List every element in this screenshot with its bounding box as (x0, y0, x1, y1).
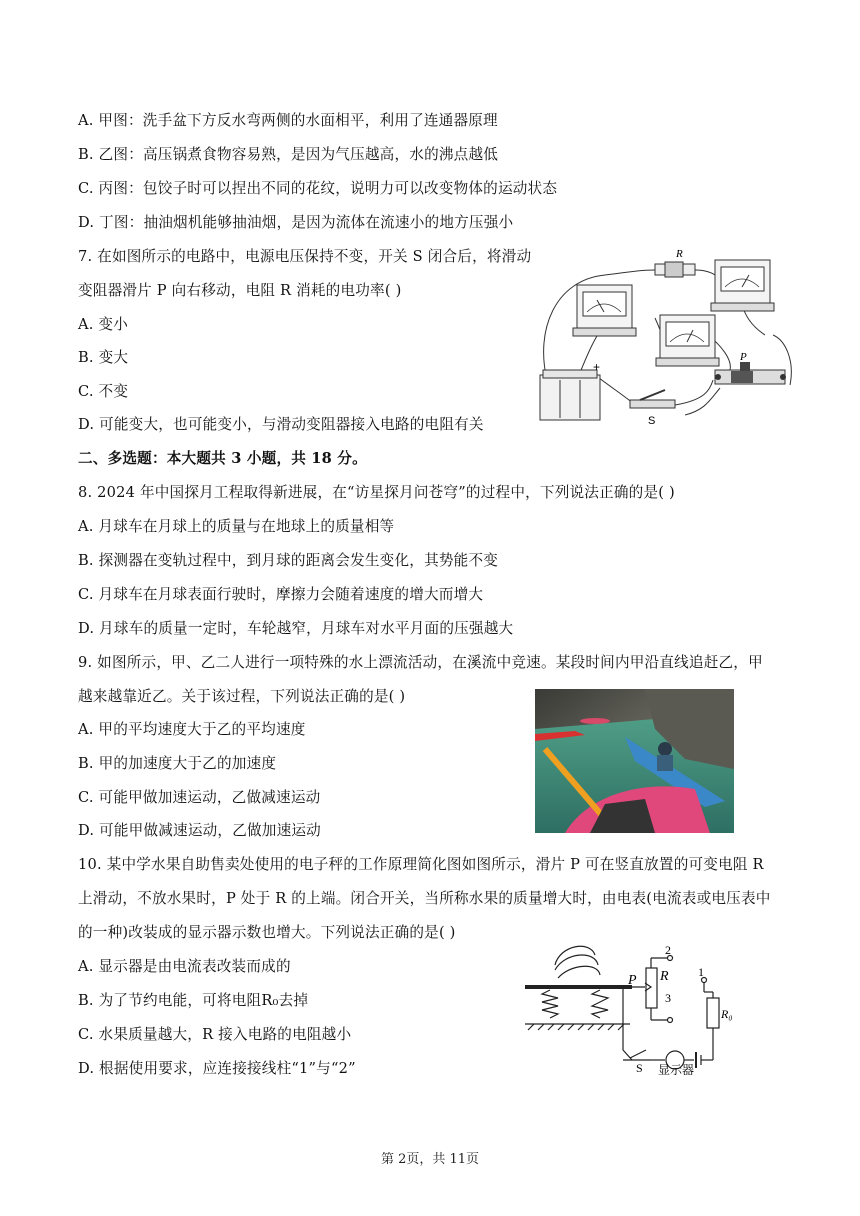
q9-stem-line1: 9. 如图所示，甲、乙二人进行一项特殊的水上漂流活动，在溪流中竞速。某段时间内甲沿直线追赶乙，甲 (78, 654, 763, 671)
label-p: P (740, 351, 747, 363)
q8-option-a: A. 月球车在月球上的质量与在地球上的质量相等 (78, 518, 395, 535)
q10-option-a: A. 显示器是由电流表改装而成的 (78, 958, 291, 975)
q6-option-d: D. 丁图：抽油烟机能够抽油烟，是因为流体在流速小的地方压强小 (78, 214, 514, 231)
switch-icon (630, 390, 675, 408)
q7-circuit-figure (535, 240, 805, 430)
label-s: S (648, 415, 656, 427)
q10-stem-line3: 的一种)改装成的显示器示数也增大。下列说法正确的是( ) (78, 924, 456, 941)
q9-option-a: A. 甲的平均速度大于乙的平均速度 (78, 721, 306, 738)
q10-option-c: C. 水果质量越大，R 接入电路的电阻越小 (78, 1026, 352, 1043)
section-2-heading: 二、多选题：本大题共 3 小题，共 18 分。 (78, 450, 367, 467)
q7-stem-line1: 7. 在如图所示的电路中，电源电压保持不变，开关 S 闭合后，将滑动 (78, 248, 532, 265)
display-label: 显示器 (658, 1063, 695, 1075)
meter-left-icon (573, 285, 636, 336)
label-r: R (660, 969, 669, 984)
meter-top-right-icon (711, 260, 774, 311)
terminal-1-label: 1 (698, 965, 704, 979)
q10-stem-line1: 10. 某中学水果自助售卖处使用的电子秤的工作原理简化图如图所示，滑片 P 可在竖直放置的可变电阻 R (78, 856, 764, 873)
q10-stem-line2: 上滑动，不放水果时，P 处于 R 的上端。闭合开关，当所称水果的质量增大时，由电表(电流表或电压表中 (78, 890, 771, 907)
q7-option-c: C. 不变 (78, 383, 129, 400)
rheostat-icon (715, 362, 786, 384)
label-p: P (628, 973, 637, 988)
label-r0: R₀ (721, 1007, 733, 1021)
battery-icon (540, 370, 600, 420)
q7-option-a: A. 变小 (78, 316, 129, 333)
q7-stem-line2: 变阻器滑片 P 向右移动，电阻 R 消耗的电功率( ) (78, 282, 402, 299)
q10-option-d: D. 根据使用要求，应连接接线柱“1”与“2” (78, 1060, 356, 1077)
resistor-r-icon (655, 262, 695, 277)
label-plus: + (593, 360, 601, 374)
q9-option-d: D. 可能甲做减速运动，乙做加速运动 (78, 822, 321, 839)
q7-option-b: B. 变大 (78, 349, 129, 366)
q6-option-b: B. 乙图：高压锅煮食物容易熟，是因为气压越高，水的沸点越低 (78, 146, 499, 163)
page-footer: 第 2页，共 11页 (380, 1152, 480, 1167)
q9-kayak-photo (535, 689, 734, 833)
q9-option-b: B. 甲的加速度大于乙的加速度 (78, 755, 277, 772)
q8-stem: 8. 2024 年中国探月工程取得新进展，在“访星探月问苍穹”的过程中，下列说法正确的是( ) (78, 484, 675, 501)
q10-option-b: B. 为了节约电能，可将电阻R₀去掉 (78, 992, 309, 1009)
q9-option-c: C. 可能甲做加速运动，乙做减速运动 (78, 789, 321, 806)
q9-stem-line2: 越来越靠近乙。关于该过程，下列说法正确的是( ) (78, 688, 406, 705)
q6-option-a: A. 甲图：洗手盆下方反水弯两侧的水面相平，利用了连通器原理 (78, 112, 498, 129)
label-s: S (636, 1061, 643, 1075)
q6-option-c: C. 丙图：包饺子时可以捏出不同的花纹，说明力可以改变物体的运动状态 (78, 180, 558, 197)
q8-option-d: D. 月球车的质量一定时，车轮越窄，月球车对水平月面的压强越大 (78, 620, 514, 637)
terminal-2-label: 2 (665, 943, 671, 957)
q10-scale-figure (520, 940, 760, 1075)
q8-option-b: B. 探测器在变轨过程中，到月球的距离会发生变化，其势能不变 (78, 552, 499, 569)
meter-middle-icon (656, 315, 719, 366)
q8-option-c: C. 月球车在月球表面行驶时，摩擦力会随着速度的增大而增大 (78, 586, 484, 603)
q7-option-d: D. 可能变大，也可能变小，与滑动变阻器接入电路的电阻有关 (78, 416, 484, 433)
terminal-3-label: 3 (665, 991, 671, 1005)
label-r: R (676, 248, 683, 260)
